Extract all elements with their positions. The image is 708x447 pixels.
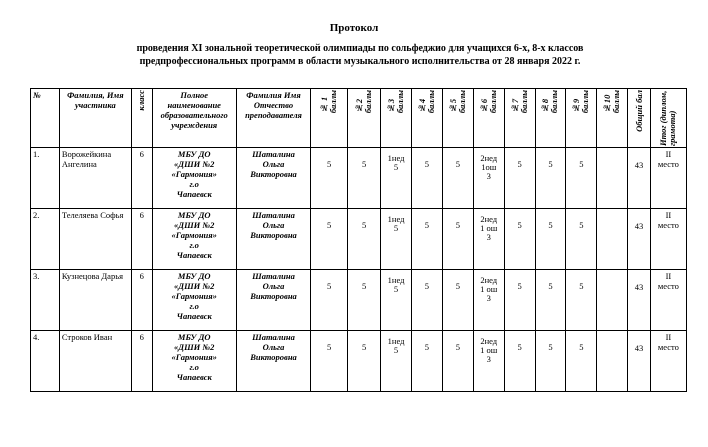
column-header-q7 [504, 89, 535, 148]
cell-total: 43 [628, 270, 651, 331]
column-header-q9 [566, 89, 597, 148]
cell-q3: 1нед 5 [381, 270, 412, 331]
column-header-q8 [535, 89, 566, 148]
cell-q5: 5 [442, 270, 473, 331]
column-header-result-label: Итог (диплом, грамота) [658, 90, 678, 146]
cell-q8: 5 [535, 331, 566, 392]
column-header-org: Полное наименование образовательного учреждения [152, 89, 236, 148]
cell-student: Телеляева Софья [59, 209, 131, 270]
column-header-q1 [311, 89, 348, 148]
column-header-q5-label: №5 баллы [447, 90, 467, 114]
cell-q1: 5 [311, 209, 348, 270]
cell-q10 [597, 148, 628, 209]
cell-q6: 2нед 1ош 3 [473, 148, 504, 209]
column-header-q9-label: №9 баллы [571, 90, 591, 114]
cell-q8: 5 [535, 148, 566, 209]
cell-result: II место [650, 270, 686, 331]
cell-result: II место [650, 209, 686, 270]
column-header-q2-label: №2 баллы [354, 90, 374, 114]
cell-result: II место [650, 148, 686, 209]
cell-number: 3. [31, 270, 60, 331]
column-header-q3-label: №3 баллы [386, 90, 406, 114]
cell-q9: 5 [566, 270, 597, 331]
cell-q6: 2нед 1 ош 3 [473, 331, 504, 392]
cell-q7: 5 [504, 148, 535, 209]
cell-q1: 5 [311, 270, 348, 331]
column-header-student: Фамилия, Имя участника [59, 89, 131, 148]
cell-q6: 2нед 1 ош 3 [473, 209, 504, 270]
cell-q2: 5 [348, 209, 381, 270]
cell-grade: 6 [131, 148, 152, 209]
cell-q7: 5 [504, 331, 535, 392]
subtitle-line-1: проведения XI зональной теоретической олимпиады по сольфеджио для учащихся 6-х, 8-х классов [136, 43, 584, 54]
cell-q3: 1нед 5 [381, 331, 412, 392]
cell-total: 43 [628, 148, 651, 209]
subtitle-line-2: предпрофессиональных программ в области музыкального исполнительства от 28 января 2022 г. [139, 56, 581, 67]
cell-org: МБУ ДО «ДШИ №2 «Гармония» г.о Чапаевск [152, 209, 236, 270]
cell-teacher: Шаталина Ольга Викторовна [236, 270, 310, 331]
cell-grade: 6 [131, 270, 152, 331]
cell-org: МБУ ДО «ДШИ №2 «Гармония» г.о Чапаевск [152, 270, 236, 331]
column-header-teacher: Фамилия Имя Отчество преподавателя [236, 89, 310, 148]
cell-teacher: Шаталина Ольга Викторовна [236, 209, 310, 270]
table-row [31, 148, 687, 209]
cell-student: Кузнецова Дарья [59, 270, 131, 331]
cell-q5: 5 [442, 331, 473, 392]
cell-q1: 5 [311, 331, 348, 392]
cell-q7: 5 [504, 270, 535, 331]
cell-q2: 5 [348, 331, 381, 392]
cell-q7: 5 [504, 209, 535, 270]
cell-q1: 5 [311, 148, 348, 209]
cell-q6: 2нед 1 ош 3 [473, 270, 504, 331]
column-header-q2 [348, 89, 381, 148]
cell-q10 [597, 209, 628, 270]
column-header-q1-label: № 1 баллы [319, 90, 339, 114]
column-header-q10 [597, 89, 628, 148]
column-header-q4-label: №4 баллы [416, 90, 436, 114]
cell-q3: 1нед 5 [381, 148, 412, 209]
table-row [31, 270, 687, 331]
cell-number: 4. [31, 331, 60, 392]
cell-q2: 5 [348, 270, 381, 331]
table-header-row [31, 89, 687, 148]
cell-q10 [597, 270, 628, 331]
column-header-number: № [31, 89, 60, 148]
cell-q9: 5 [566, 331, 597, 392]
column-header-total-label: Общий бал [633, 90, 644, 132]
cell-q4: 5 [411, 209, 442, 270]
cell-q2: 5 [348, 148, 381, 209]
cell-total: 43 [628, 209, 651, 270]
cell-total: 43 [628, 331, 651, 392]
cell-q4: 5 [411, 270, 442, 331]
table-row [31, 209, 687, 270]
cell-org: МБУ ДО «ДШИ №2 «Гармония» г.о Чапаевск [152, 148, 236, 209]
column-header-q6 [473, 89, 504, 148]
column-header-q6-label: №6 баллы [478, 90, 498, 114]
cell-q5: 5 [442, 148, 473, 209]
cell-q8: 5 [535, 270, 566, 331]
document-title: Протокол [329, 22, 379, 34]
cell-result: II место [650, 331, 686, 392]
column-header-grade [131, 89, 152, 148]
cell-q10 [597, 331, 628, 392]
column-header-q4 [411, 89, 442, 148]
cell-q4: 5 [411, 331, 442, 392]
column-header-q3 [381, 89, 412, 148]
cell-q5: 5 [442, 209, 473, 270]
cell-org: МБУ ДО «ДШИ №2 «Гармония» г.о Чапаевск [152, 331, 236, 392]
column-header-q5 [442, 89, 473, 148]
cell-student: Ворожейкина Ангелина [59, 148, 131, 209]
cell-q9: 5 [566, 148, 597, 209]
cell-q9: 5 [566, 209, 597, 270]
cell-teacher: Шаталина Ольга Викторовна [236, 148, 310, 209]
column-header-q8-label: №8 баллы [540, 90, 560, 114]
cell-number: 1. [31, 148, 60, 209]
cell-grade: 6 [131, 209, 152, 270]
cell-number: 2. [31, 209, 60, 270]
column-header-total [628, 89, 651, 148]
column-header-q10-label: №10 баллы [602, 90, 622, 114]
document-subtitle [40, 42, 680, 68]
cell-q8: 5 [535, 209, 566, 270]
cell-student: Строков Иван [59, 331, 131, 392]
column-header-q7-label: №7 баллы [509, 90, 529, 114]
column-header-grade-label: класс [136, 90, 147, 111]
cell-teacher: Шаталина Ольга Викторовна [236, 331, 310, 392]
cell-q3: 1нед 5 [381, 209, 412, 270]
cell-q4: 5 [411, 148, 442, 209]
table-row [31, 331, 687, 392]
results-table [30, 88, 687, 392]
cell-grade: 6 [131, 331, 152, 392]
column-header-result [650, 89, 686, 148]
